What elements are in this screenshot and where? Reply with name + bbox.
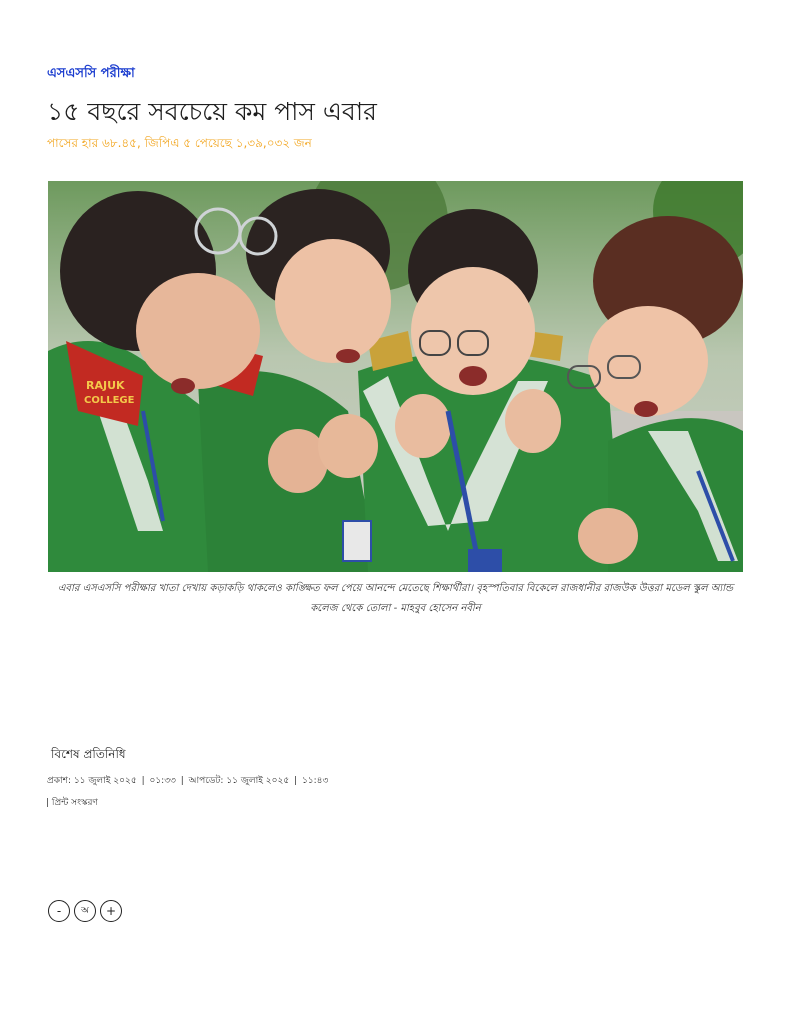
- photo-illustration: [48, 181, 743, 572]
- updated-date: আপডেট: ১১ জুলাই ২০২৫: [188, 776, 290, 786]
- print-version-link[interactable]: প্রিন্ট সংস্করণ: [51, 798, 98, 808]
- article-meta: প্রকাশ: ১১ জুলাই ২০২৫ | ০১:৩৩ | আপডেট: ১১ জুলাই ২০২৫ | ১১:৪৩: [47, 776, 329, 786]
- author-name: বিশেষ প্রতিনিধি: [51, 747, 126, 761]
- badge-text-1: RAJUK: [86, 379, 125, 392]
- font-decrease-button[interactable]: -: [48, 900, 70, 922]
- category-link[interactable]: এসএসসি পরীক্ষা: [47, 66, 135, 81]
- published-date: প্রকাশ: ১১ জুলাই ২০২৫: [47, 776, 137, 786]
- print-version-row: | প্রিন্ট সংস্করণ: [46, 798, 98, 808]
- article-photo: [48, 181, 743, 572]
- published-time: ০১:৩৩: [149, 776, 176, 786]
- article-headline: ১৫ বছরে সবচেয়ে কম পাস এবার: [47, 97, 377, 126]
- article-subheadline: পাসের হার ৬৮.৪৫, জিপিএ ৫ পেয়েছে ১,৩৯,০৩২ জন: [47, 136, 312, 150]
- font-increase-button[interactable]: +: [100, 900, 122, 922]
- photo-caption: এবার এসএসসি পরীক্ষার খাতা দেখায় কড়াকড়ি থাকলেও কাঙ্ক্ষিত ফল পেয়ে আনন্দে মেতেছে শিক্ষার্থীরা। বৃহস্পতিবার বিকেলে রাজধানীর রাজউক উত্তরা মডেল স্কুল অ্যান্ড কলেজ থেকে তোলা - মাহবুব হোসেন নবীন: [57, 583, 734, 614]
- font-reset-button[interactable]: অ: [74, 900, 96, 922]
- badge-text-2: COLLEGE: [84, 395, 135, 406]
- font-size-controls: [48, 900, 122, 922]
- updated-time: ১১:৪৩: [301, 776, 329, 786]
